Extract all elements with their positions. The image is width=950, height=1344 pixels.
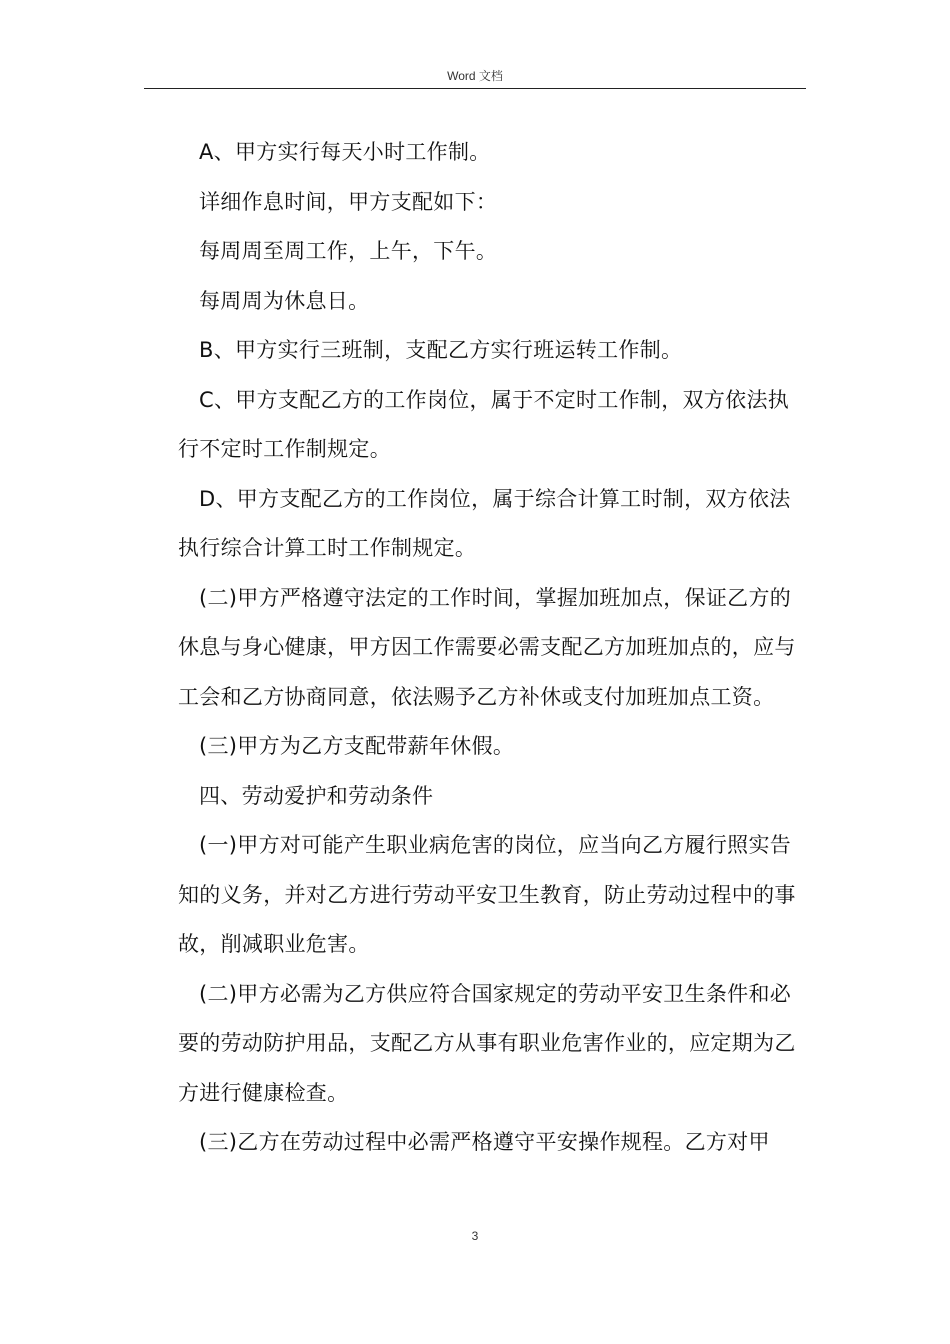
- paragraph: D、甲方支配乙方的工作岗位，属于综合计算工时制，双方依法执行综合计算工时工作制规定。: [178, 486, 791, 560]
- page-header: [144, 64, 806, 89]
- paragraph: C、甲方支配乙方的工作岗位，属于不定时工作制，双方依法执行不定时工作制规定。: [178, 387, 790, 461]
- paragraph: 每周周为休息日。: [199, 288, 370, 313]
- paragraph: (一)甲方对可能产生职业病危害的岗位，应当向乙方履行照实告知的义务，并对乙方进行劳动平安卫生教育，防止劳动过程中的事故，削减职业危害。: [178, 833, 796, 956]
- paragraph: (二)甲方严格遵守法定的工作时间，掌握加班加点，保证乙方的休息与身心健康，甲方因工作需要必需支配乙方加班加点的，应与工会和乙方协商同意，依法赐予乙方补休或支付加班加点工资。: [178, 585, 796, 709]
- paragraph: (三)乙方在劳动过程中必需严格遵守平安操作规程。乙方对甲: [199, 1130, 770, 1154]
- paragraph: A、甲方实行每天小时工作制。: [199, 140, 491, 164]
- section-heading: 四、劳动爱护和劳动条件: [199, 783, 434, 808]
- paragraph: (二)甲方必需为乙方供应符合国家规定的劳动平安卫生条件和必要的劳动防护用品，支配乙方从事有职业危害作业的，应定期为乙方进行健康检查。: [178, 981, 796, 1105]
- paragraph: 详细作息时间，甲方支配如下：: [199, 189, 498, 214]
- page-number: 3: [471, 1229, 479, 1243]
- paragraph: 每周周至周工作，上午，下午。: [199, 239, 498, 263]
- paragraph: (三)甲方为乙方支配带薪年休假。: [199, 734, 515, 758]
- paragraph: B、甲方实行三班制，支配乙方实行班运转工作制。: [199, 338, 683, 362]
- document-body: [178, 128, 808, 1168]
- header-title: Word 文档: [447, 69, 503, 83]
